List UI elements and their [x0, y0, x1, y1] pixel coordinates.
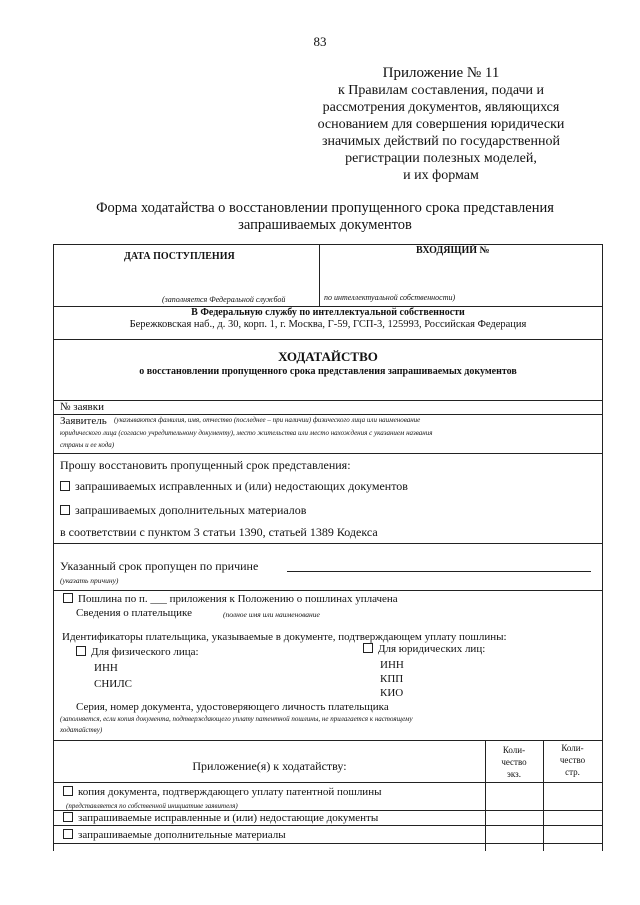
- individual-label: Для физического лица:: [91, 646, 199, 658]
- form-title: [60, 200, 590, 234]
- kio-label: КИО: [380, 687, 404, 699]
- page-number: 83: [313, 34, 327, 49]
- option-label: запрашиваемых исправленных и (или) недостающих документов: [75, 479, 408, 493]
- option-label: запрашиваемых дополнительных материалов: [75, 503, 307, 517]
- divider: [54, 825, 602, 826]
- petition-title: ХОДАТАЙСТВО: [278, 349, 378, 364]
- applicant-note: (указываются фамилия, имя, отчество (последнее – при наличии) физического лица или наименование: [114, 416, 421, 424]
- appendix-line: регистрации полезных моделей,: [345, 151, 537, 166]
- payer-identifiers-label: Идентификаторы плательщика, указываемые в документе, подтверждающем уплату пошлины:: [62, 631, 507, 643]
- inn-label: ИНН: [94, 662, 118, 674]
- header-text: Коли-: [502, 745, 526, 755]
- id-document-label: Серия, номер документа, удостоверяющего личность плательщика: [76, 701, 389, 713]
- reason-input-line[interactable]: [287, 571, 591, 572]
- filled-by-note-right: по интеллектуальной собственности): [324, 293, 456, 302]
- individual-option[interactable]: [76, 646, 199, 658]
- checkbox[interactable]: [60, 481, 70, 491]
- payer-info-label: Сведения о плательщике: [76, 607, 192, 619]
- restore-request-text: Прошу восстановить пропущенный срок представления:: [60, 458, 351, 472]
- pages-column-header: [543, 742, 602, 778]
- header-text: экз.: [507, 769, 521, 779]
- divider: [54, 414, 602, 415]
- petition-subtitle: о восстановлении пропущенного срока представления запрашиваемых документов: [139, 366, 517, 377]
- restore-option-documents[interactable]: [60, 479, 408, 494]
- incoming-number-label: ВХОДЯЩИЙ №: [416, 245, 490, 256]
- attachment-label: запрашиваемые дополнительные материалы: [78, 829, 286, 841]
- appendix-heading: [300, 64, 582, 184]
- divider: [54, 543, 602, 544]
- appendix-line: Приложение № 11: [382, 65, 500, 81]
- filled-by-note-left: (заполняется Федеральной службой: [162, 295, 286, 304]
- legal-entity-label: Для юридических лиц:: [378, 643, 486, 655]
- id-document-note: ходатайству): [60, 726, 103, 734]
- attachments-header: Приложение(я) к ходатайству:: [192, 759, 347, 773]
- duty-text: Пошлина по п.: [78, 593, 151, 605]
- checkbox[interactable]: [63, 786, 73, 796]
- duty-blank[interactable]: ___: [150, 593, 167, 605]
- applicant-note: юридического лица (согласно учредительному документу), место жительства или место нахождения с указанием названия: [60, 429, 433, 437]
- restore-basis: в соответствии с пунктом 3 статьи 1390, статьей 1389 Кодекса: [60, 525, 378, 539]
- applicant-note: страны и ее кода): [60, 441, 115, 449]
- restore-option-materials[interactable]: [60, 503, 306, 518]
- applicant-label: Заявитель: [60, 415, 107, 427]
- attachment-row[interactable]: [63, 829, 286, 841]
- attachment-row[interactable]: [63, 786, 381, 798]
- addressee-title: В Федеральную службу по интеллектуальной собственности: [191, 307, 465, 318]
- header-text: стр.: [565, 767, 580, 777]
- divider: [54, 453, 602, 454]
- attachment-row[interactable]: [63, 812, 378, 824]
- legal-entity-option[interactable]: [363, 643, 485, 655]
- snils-label: СНИЛС: [94, 678, 133, 690]
- divider: [54, 339, 602, 340]
- divider: [54, 810, 602, 811]
- petition-form: [53, 244, 603, 851]
- header-text: чество: [559, 755, 586, 765]
- legal-inn-label: ИНН: [380, 659, 404, 671]
- checkbox[interactable]: [76, 646, 86, 656]
- header-divider: [319, 245, 320, 307]
- reason-label: Указанный срок пропущен по причине: [60, 559, 259, 573]
- kpp-label: КПП: [380, 673, 404, 685]
- addressee-address: Бережковская наб., д. 30, корп. 1, г. Москва, Г-59, ГСП-3, 125993, Российская Федерация: [129, 319, 527, 330]
- appendix-line: значимых действий по государственной: [322, 134, 560, 149]
- divider: [54, 590, 602, 591]
- checkbox[interactable]: [63, 829, 73, 839]
- header-text: Коли-: [561, 743, 584, 753]
- checkbox[interactable]: [63, 812, 73, 822]
- attachment-label: запрашиваемые исправленные и (или) недостающие документы: [78, 812, 379, 824]
- checkbox[interactable]: [60, 505, 70, 515]
- appendix-line: к Правилам составления, подачи и: [337, 83, 544, 98]
- header-text: чество: [501, 757, 527, 767]
- attachment-note: (представляется по собственной инициативе заявителя): [66, 802, 238, 810]
- form-title-line: запрашиваемых документов: [238, 217, 412, 233]
- reason-note: (указать причину): [60, 576, 119, 585]
- duty-paid-option[interactable]: [63, 593, 398, 605]
- duty-text: приложения к Положению о пошлинах уплачена: [166, 593, 398, 605]
- attachment-label: копия документа, подтверждающего уплату патентной пошлины: [78, 786, 382, 798]
- divider: [54, 782, 602, 783]
- divider: [54, 843, 602, 844]
- divider: [54, 400, 602, 401]
- date-received-label: ДАТА ПОСТУПЛЕНИЯ: [124, 251, 235, 262]
- divider: [54, 740, 602, 741]
- application-number-field[interactable]: № заявки: [60, 401, 104, 413]
- copies-column-header: [485, 744, 543, 780]
- checkbox[interactable]: [63, 593, 73, 603]
- payer-info-note: (полное имя или наименование: [223, 610, 320, 619]
- checkbox[interactable]: [363, 643, 373, 653]
- appendix-line: и их формам: [403, 168, 479, 183]
- form-title-line: Форма ходатайства о восстановлении пропущенного срока представления: [96, 200, 554, 216]
- id-document-note: (заполняется, если копия документа, подтверждающего уплату патентной пошлины, не прилагается к настоящему: [60, 715, 413, 723]
- appendix-line: рассмотрения документов, являющихся: [322, 100, 560, 115]
- appendix-line: основанием для совершения юридически: [317, 117, 565, 132]
